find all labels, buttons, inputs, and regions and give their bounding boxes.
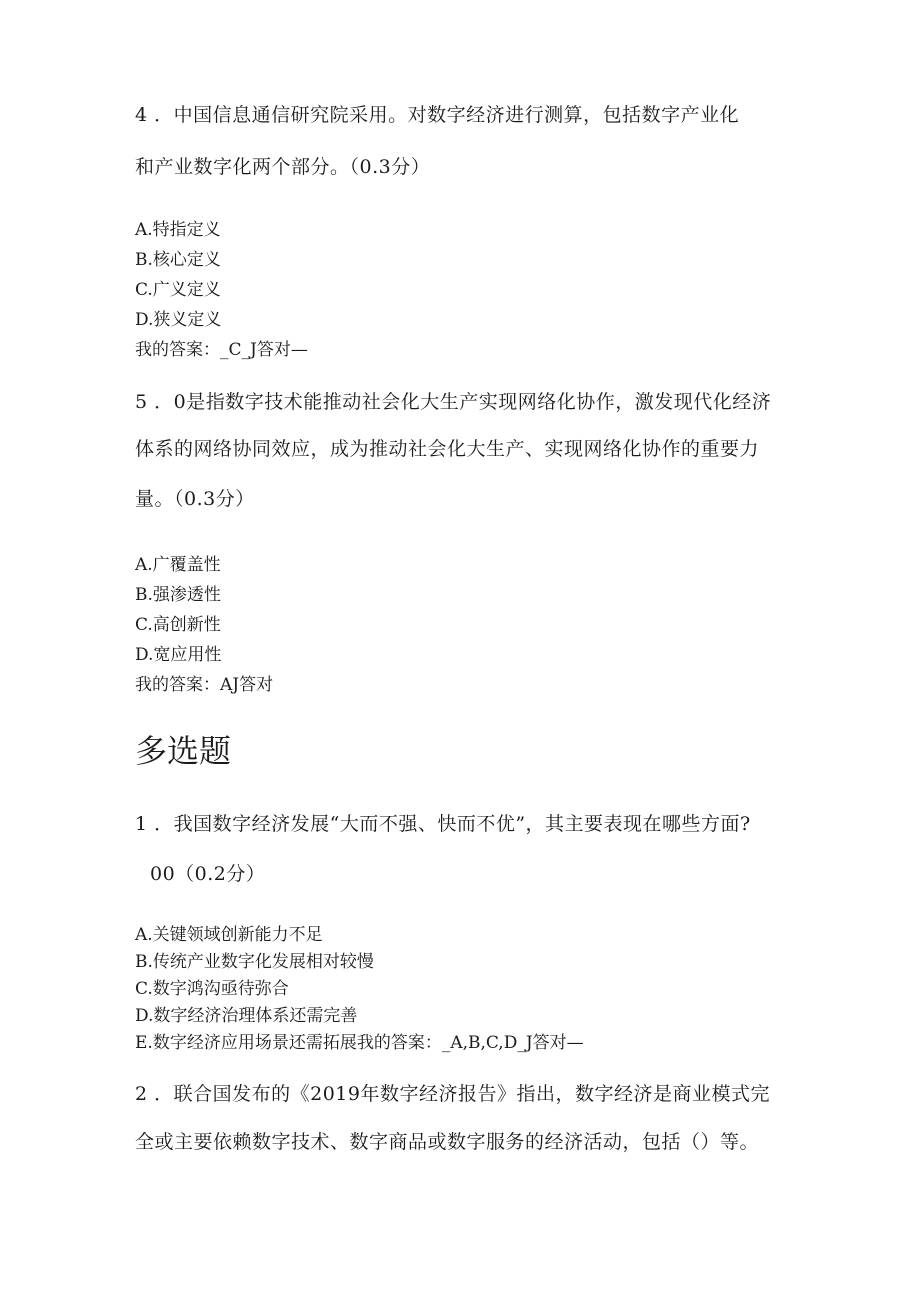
question-stem-line: 2 ．联合国发布的《2019年数字经济报告》指出，数字经济是商业模式完	[135, 1083, 770, 1105]
option-a: A.特指定义	[135, 220, 221, 240]
option-d: D.数字经济治理体系还需完善	[135, 1006, 358, 1026]
option-d: D.宽应用性	[135, 645, 222, 665]
option-b: B.强渗透性	[135, 585, 221, 605]
option-c: C.广义定义	[135, 280, 221, 300]
question-stem-line: 体系的网络协同效应，成为推动社会化大生产、实现网络化协作的重要力	[135, 438, 760, 460]
section-heading: 多选题	[135, 732, 232, 770]
my-answer: 我的答案：_C_J答对—	[135, 340, 308, 360]
option-a: A.关键领域创新能力不足	[135, 925, 323, 945]
question-stem-line: 全或主要依赖数字技术、数字商品或数字服务的经济活动，包括（）等。	[135, 1131, 760, 1153]
question-stem-line: 00（0.2分）	[150, 863, 266, 885]
option-e: E.数字经济应用场景还需拓展我的答案：_A,B,C,D_J答对—	[135, 1033, 584, 1053]
question-stem-line: 量。（0.3分）	[135, 488, 255, 510]
question-stem-line: 5 ．0是指数字技术能推动社会化大生产实现网络化协作，激发现代化经济	[135, 391, 772, 413]
option-c: C.数字鸿沟亟待弥合	[135, 979, 289, 999]
option-b: B.传统产业数字化发展相对较慢	[135, 952, 374, 972]
question-stem-line: 1 ．我国数字经济发展“大而不强、快而不优”，其主要表现在哪些方面?	[135, 813, 751, 835]
option-c: C.高创新性	[135, 615, 221, 635]
question-stem-line: 4 ．中国信息通信研究院采用。对数字经济进行测算，包括数字产业化	[135, 104, 740, 126]
question-stem-line: 和产业数字化两个部分。（0.3分）	[135, 156, 431, 178]
option-d: D.狭义定义	[135, 310, 222, 330]
option-b: B.核心定义	[135, 250, 221, 270]
my-answer: 我的答案：AJ答对	[135, 675, 274, 695]
option-a: A.广覆盖性	[135, 555, 221, 575]
